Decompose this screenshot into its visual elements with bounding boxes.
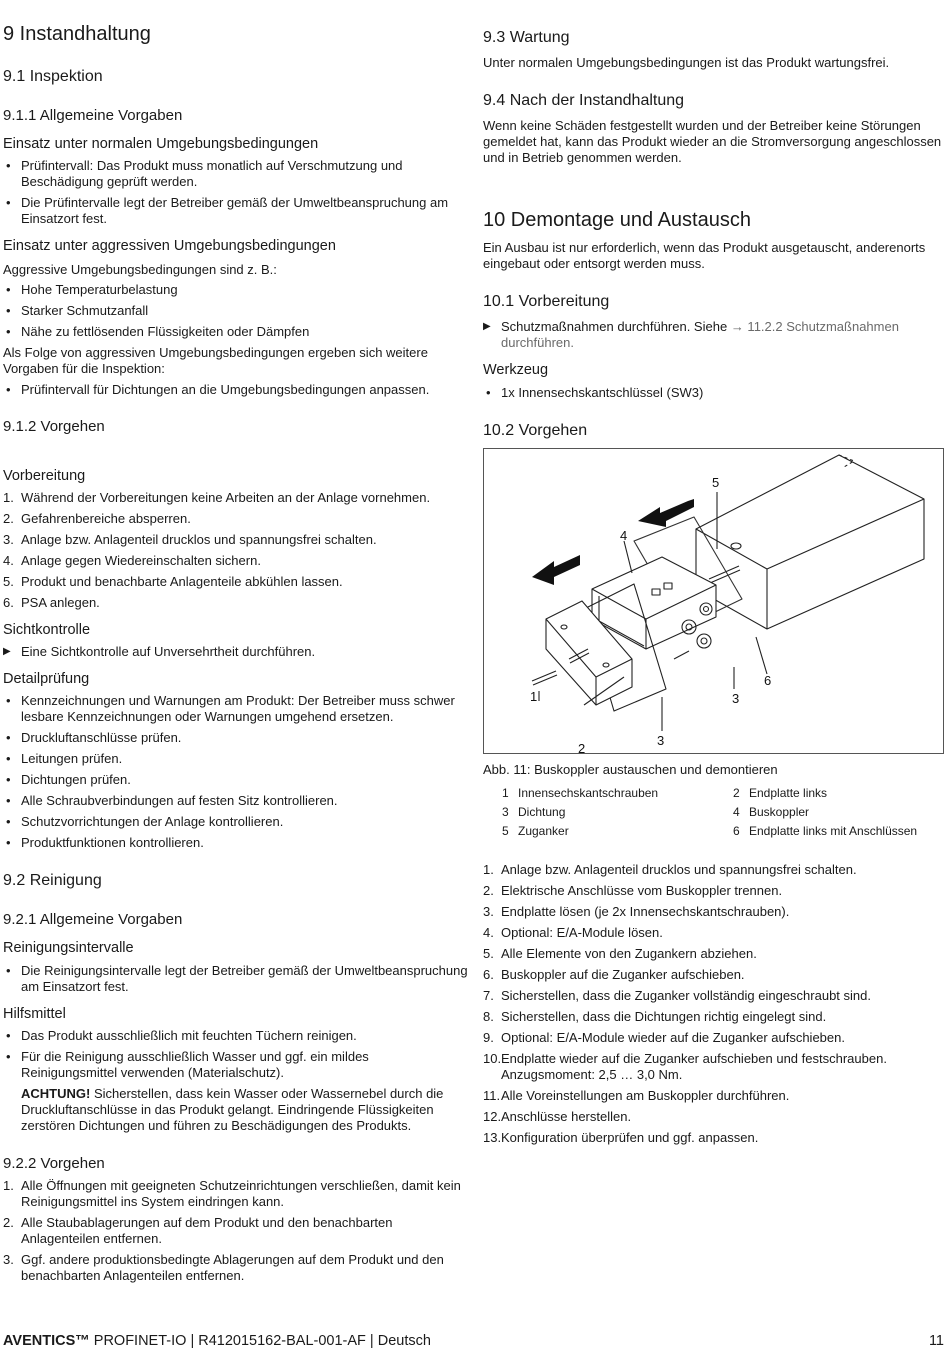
step-number: 6. <box>483 967 494 982</box>
step-text: Produkt und benachbarte Anlagenteile abkühlen lassen. <box>21 574 343 589</box>
step-text: Anlage bzw. Anlagenteil drucklos und spannungsfrei schalten. <box>501 862 857 877</box>
heading-9-4: 9.4 Nach der Instandhaltung <box>483 92 685 109</box>
step-number: 3. <box>3 1252 14 1267</box>
step-number: 1. <box>3 1178 14 1193</box>
preparation-title: Vorbereitung <box>3 468 86 484</box>
disassembly-steps <box>483 862 945 1151</box>
document-id: PROFINET-IO | R412015162-BAL-001-AF | Deutsch <box>89 1333 431 1349</box>
figure-label-4: 4 <box>620 528 628 543</box>
list-item <box>483 967 945 983</box>
caution-label: ACHTUNG! <box>21 1086 91 1101</box>
heading-9-2: 9.2 Reinigung <box>3 872 102 889</box>
action-text: Schutzmaßnahmen durchführen. Siehe <box>501 319 731 334</box>
legend-row <box>502 824 942 843</box>
list-item <box>3 574 468 590</box>
legend-text: Dichtung <box>518 805 566 819</box>
list-item: • Starker Schmutzanfall <box>3 303 468 319</box>
figure-label-5: 5 <box>712 475 720 490</box>
cleaning-interval-title: Reinigungsintervalle <box>3 940 134 956</box>
step-text: Optional: E/A-Module lösen. <box>501 925 663 940</box>
step-text: Ggf. andere produktionsbedingte Ablagerungen auf dem Produkt und den benachbarten Anlagenteilen entfernen. <box>21 1252 444 1283</box>
step-number: 13. <box>483 1130 502 1145</box>
list-item <box>483 925 945 941</box>
exploded-assembly-drawing <box>484 449 943 753</box>
heading-9-2-2: 9.2.2 Vorgehen <box>3 1155 105 1172</box>
step-number: 12. <box>483 1109 502 1124</box>
list-item: • Hohe Temperaturbelastung <box>3 282 468 298</box>
list-item <box>483 1130 945 1146</box>
step-number: 2. <box>483 883 494 898</box>
step-number: 6. <box>3 595 14 610</box>
step-text: Anschlüsse herstellen. <box>501 1109 632 1124</box>
step-text: Konfiguration überprüfen und ggf. anpassen. <box>501 1130 759 1145</box>
step-text: Anlage bzw. Anlagenteil drucklos und spannungsfrei schalten. <box>21 532 377 547</box>
list-item: • Die Prüfintervalle legt der Betreiber gemäß der Umweltbeanspruchung am Einsatzort fest. <box>3 195 468 227</box>
list-item <box>3 532 468 548</box>
detail-inspection-title: Detailprüfung <box>3 671 90 687</box>
list-item <box>483 883 945 899</box>
list-item <box>3 553 468 569</box>
heading-10-2: 10.2 Vorgehen <box>483 422 588 439</box>
step-text: Alle Staubablagerungen auf dem Produkt und den benachbarten Anlagenteilen entfernen. <box>21 1215 393 1246</box>
step-number: 1. <box>3 490 14 505</box>
page-number: 11 <box>928 1333 944 1349</box>
step-number: 7. <box>483 988 494 1003</box>
normal-conditions-title: Einsatz unter normalen Umgebungsbedingungen <box>3 136 319 152</box>
list-item <box>483 1009 945 1025</box>
normal-conditions-list <box>3 158 468 232</box>
cleaning-interval-list <box>3 963 468 1000</box>
step-text: Alle Öffnungen mit geeigneten Schutzeinrichtungen verschließen, damit kein Reinigungsmittel ins System eindringen kann. <box>21 1178 461 1209</box>
heading-9-1: 9.1 Inspektion <box>3 68 103 85</box>
figure-label-3a: 3 <box>657 733 665 748</box>
aids-list <box>3 1028 468 1086</box>
list-item <box>3 1252 468 1284</box>
list-item: • Für die Reinigung ausschließlich Wasser und ggf. ein mildes Reinigungsmittel verwenden (Materialschutz). <box>3 1049 468 1081</box>
list-item <box>483 1088 945 1104</box>
tools-list <box>483 385 943 406</box>
list-item <box>3 1178 468 1210</box>
heading-9-3: 9.3 Wartung <box>483 29 570 46</box>
aggressive-conditions-list <box>3 282 468 345</box>
list-item: • Druckluftanschlüsse prüfen. <box>3 730 468 746</box>
maintenance-text: Unter normalen Umgebungsbedingungen ist das Produkt wartungsfrei. <box>483 55 890 70</box>
chapter-heading-10: 10 Demontage und Austausch <box>483 209 751 231</box>
list-item: • Nähe zu fettlösenden Flüssigkeiten oder Dämpfen <box>3 324 468 340</box>
aggressive-conditions-title: Einsatz unter aggressiven Umgebungsbedingungen <box>3 238 336 254</box>
step-text: Anlage gegen Wiedereinschalten sichern. <box>21 553 261 568</box>
step-text: Sicherstellen, dass die Zuganker vollständig eingeschraubt sind. <box>501 988 871 1003</box>
legend-text: Innensechskantschrauben <box>518 786 659 800</box>
action-item <box>483 319 943 351</box>
step-number: 10. <box>483 1051 502 1066</box>
page-footer <box>3 1333 431 1349</box>
step-text: Endplatte lösen (je 2x Innensechskantschrauben). <box>501 904 790 919</box>
list-item: • Alle Schraubverbindungen auf festen Sitz kontrollieren. <box>3 793 468 809</box>
step-text: Elektrische Anschlüsse vom Buskoppler trennen. <box>501 883 783 898</box>
step-text: Alle Voreinstellungen am Buskoppler durchführen. <box>501 1088 790 1103</box>
list-item <box>3 511 468 527</box>
aggressive-consequence-text: Als Folge von aggressiven Umgebungsbedingungen ergeben sich weitere Vorgaben für die Inspektion: <box>3 345 428 376</box>
step-number: 5. <box>3 574 14 589</box>
legend-number: 1 <box>502 786 509 800</box>
list-item: • Das Produkt ausschließlich mit feuchten Tüchern reinigen. <box>3 1028 468 1044</box>
detail-inspection-list <box>3 693 468 856</box>
step-text: Alle Elemente von den Zugankern abziehen. <box>501 946 757 961</box>
figure-label-3b: 3 <box>732 691 740 706</box>
figure-label-2: 2 <box>578 741 586 753</box>
step-number: 4. <box>483 925 494 940</box>
legend-number: 6 <box>733 824 740 838</box>
brand-name: AVENTICS™ <box>3 1333 90 1349</box>
step-number: 11. <box>483 1088 501 1103</box>
list-item <box>483 988 945 1004</box>
step-number: 3. <box>3 532 14 547</box>
cross-reference-link[interactable]: → 11.2.2 Schutzmaßnahmen durchführen. <box>501 319 899 350</box>
legend-text: Zuganker <box>518 824 569 838</box>
cleaning-steps <box>3 1178 468 1289</box>
preparation-steps <box>3 490 468 616</box>
disassembly-text: Ein Ausbau ist nur erforderlich, wenn das Produkt ausgetauscht, anderenorts eingebaut oder entsorgt werden muss. <box>483 240 926 271</box>
list-item: • Dichtungen prüfen. <box>3 772 468 788</box>
list-item <box>3 595 468 611</box>
legend-text: Endplatte links mit Anschlüssen <box>749 824 918 838</box>
legend-row <box>502 786 942 805</box>
legend-text: Endplatte links <box>749 786 828 800</box>
caution-notice <box>21 1086 461 1134</box>
step-number: 3. <box>483 904 494 919</box>
legend-number: 4 <box>733 805 740 819</box>
step-text: Optional: E/A-Module wieder auf die Zuganker aufschieben. <box>501 1030 845 1045</box>
list-item <box>483 1030 945 1046</box>
step-text: Buskoppler auf die Zuganker aufschieben. <box>501 967 745 982</box>
step-number: 8. <box>483 1009 494 1024</box>
aggressive-requirement-list <box>3 382 468 403</box>
preparation-action-list <box>483 319 943 356</box>
list-item: • Produktfunktionen kontrollieren. <box>3 835 468 851</box>
step-number: 4. <box>3 553 14 568</box>
step-number: 1. <box>483 862 494 877</box>
visual-inspection-list <box>3 644 468 665</box>
action-item: ▶ Eine Sichtkontrolle auf Unversehrtheit durchführen. <box>3 644 468 660</box>
caution-text: Sicherstellen, dass kein Wasser oder Wassernebel durch die Druckluftanschlüsse in das Produkt gelangt. Eindringende Flüssigkeiten zerstören Dichtungen und führen zu Beschädigungen des Produkts. <box>21 1086 444 1133</box>
legend-number: 3 <box>502 805 509 819</box>
step-text: Sicherstellen, dass die Dichtungen richtig eingelegt sind. <box>501 1009 827 1024</box>
figure-legend <box>502 786 942 843</box>
bus-coupler-figure <box>483 448 944 754</box>
heading-9-1-1: 9.1.1 Allgemeine Vorgaben <box>3 107 183 124</box>
legend-number: 5 <box>502 824 509 838</box>
list-item: • 1x Innensechskantschlüssel (SW3) <box>483 385 943 401</box>
step-text: Endplatte wieder auf die Zuganker aufschieben und festschrauben. Anzugsmoment: 2,5 … 3,0 Nm. <box>501 1051 887 1082</box>
list-item: • Kennzeichnungen und Warnungen am Produkt: Der Betreiber muss schwer lesbare Kennzeichnungen oder Warnungen umgehend ersetzen. <box>3 693 468 725</box>
figure-label-1: 1 <box>530 689 538 704</box>
figure-label-6: 6 <box>764 673 772 688</box>
legend-number: 2 <box>733 786 740 800</box>
list-item <box>3 1215 468 1247</box>
step-number: 2. <box>3 1215 14 1230</box>
chapter-heading-9: 9 Instandhaltung <box>3 23 151 45</box>
figure-caption: Abb. 11: Buskoppler austauschen und demontieren <box>483 762 778 777</box>
list-item: • Die Reinigungsintervalle legt der Betreiber gemäß der Umweltbeanspruchung am Einsatzort fest. <box>3 963 468 995</box>
legend-row <box>502 805 942 824</box>
visual-inspection-title: Sichtkontrolle <box>3 622 91 638</box>
list-item: • Prüfintervall für Dichtungen an die Umgebungsbedingungen anpassen. <box>3 382 468 398</box>
step-number: 5. <box>483 946 494 961</box>
step-number: 2. <box>3 511 14 526</box>
step-text: Gefahrenbereiche absperren. <box>21 511 191 526</box>
heading-9-1-2: 9.1.2 Vorgehen <box>3 418 105 435</box>
step-text: Während der Vorbereitungen keine Arbeiten an der Anlage vornehmen. <box>21 490 431 505</box>
legend-text: Buskoppler <box>749 805 810 819</box>
list-item: • Leitungen prüfen. <box>3 751 468 767</box>
step-number: 9. <box>483 1030 494 1045</box>
list-item: • Schutzvorrichtungen der Anlage kontrollieren. <box>3 814 468 830</box>
list-item <box>483 862 945 878</box>
list-item <box>483 1051 945 1083</box>
aids-title: Hilfsmittel <box>3 1006 66 1022</box>
heading-10-1: 10.1 Vorbereitung <box>483 293 610 310</box>
list-item: • Prüfintervall: Das Produkt muss monatlich auf Verschmutzung und Beschädigung geprüft werden. <box>3 158 468 190</box>
step-text: PSA anlegen. <box>21 595 100 610</box>
after-maintenance-text: Wenn keine Schäden festgestellt wurden und der Betreiber keine Störungen gemeldet hat, kann das Produkt wieder an die Stromversorgung angeschlossen und in Betrieb genommen werden. <box>483 118 942 165</box>
list-item <box>483 904 945 920</box>
list-item <box>483 1109 945 1125</box>
tools-title: Werkzeug <box>483 362 549 378</box>
heading-9-2-1: 9.2.1 Allgemeine Vorgaben <box>3 911 183 928</box>
list-item <box>3 490 468 506</box>
list-item <box>483 946 945 962</box>
aggressive-intro: Aggressive Umgebungsbedingungen sind z. B.: <box>3 262 277 277</box>
